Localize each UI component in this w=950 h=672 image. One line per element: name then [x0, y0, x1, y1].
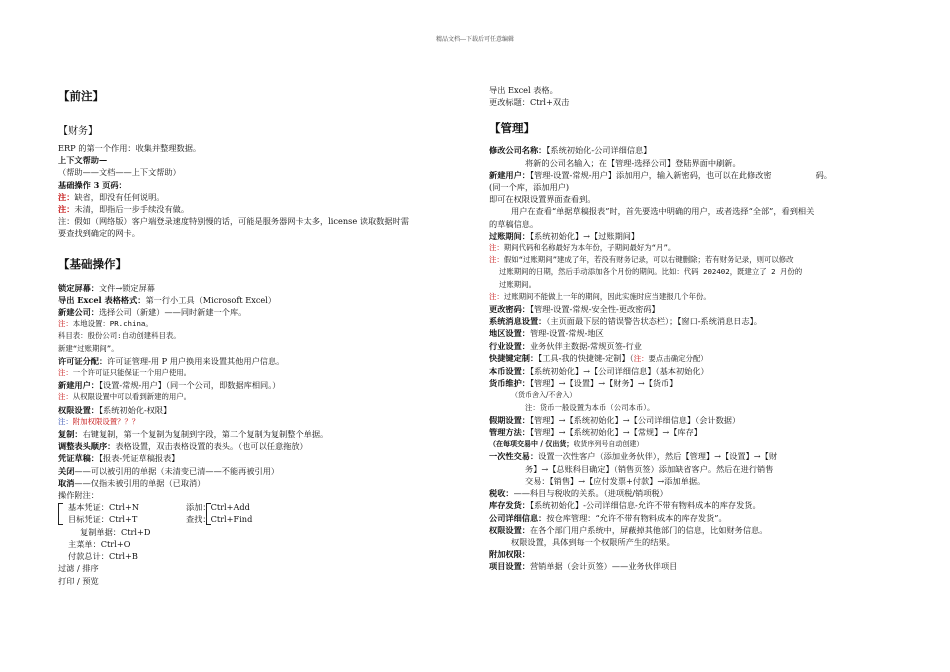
draft-report-line2: 的草稿信息。 — [489, 218, 539, 229]
one-time-transaction-line3: 交易：【销售】→【应付发票+付款】→添加单据。 — [525, 475, 706, 486]
modify-company-detail: 将新的公司名输入；在【管理-选择公司】登陆界面中刷新。 — [525, 157, 741, 168]
posting-period: 过账期间：【系统初始化】→【过账期间】 — [489, 230, 640, 241]
industry-settings: 行业设置：业务伙伴主数据-常规页签-行业 — [489, 340, 642, 351]
copy-line: 复制：右键复制，第一个复制为复制到字段，第二个复制为复制整个单据。 — [58, 429, 329, 440]
section-title-basic-ops: 【基础操作】 — [58, 256, 127, 271]
bracket-left — [58, 503, 63, 525]
period-note-3: 注：过账期间不能做上一年的期间，因此实施时应当建报几个年份。 — [489, 291, 711, 301]
shortcut-main-menu: 主菜单：Ctrl+O — [68, 538, 131, 549]
context-help-desc: （帮助——文档——上下文帮助） — [58, 167, 181, 178]
new-company: 新建公司：选择公司（新建）——同时新建一个库。 — [58, 307, 247, 318]
stock-issue: 库存发货：【系统初始化】-公司详细信息-允许不带有物料成本的库存发货。 — [489, 500, 761, 511]
shortcuts-title: 操作附注： — [58, 490, 99, 501]
bracket-right — [206, 503, 211, 525]
permission-settings: 权限设置：【系统初始化-权限】 — [58, 404, 172, 415]
shortcut-row-1: 基本凭证：Ctrl+N 添加：Ctrl+Add — [68, 502, 250, 513]
shortcut-filter-sort: 过滤 / 排序 — [58, 563, 99, 574]
tax-line: 税收：——科目与税收的关系。（进项税/销项税） — [489, 488, 668, 499]
shortcut-customize: 快捷键定制：【工具-我的快捷键-定制】（注：要点击确定分配） — [489, 352, 708, 363]
shortcut-row-2: 目标凭证：Ctrl+T 查找：Ctrl+Find — [68, 514, 253, 525]
section-title-admin: 【管理】 — [489, 121, 535, 136]
one-time-transaction-line1: 一次性交易：设置一次性客户（添加业务伙伴），然后【管理】→【设置】→【财 — [489, 451, 778, 462]
new-user-admin: 新建用户：【管理-设置-常规-用户】添加用户，输入新密码，也可以在此修改密 码。 — [489, 169, 832, 180]
left-column — [58, 82, 468, 587]
shortcut-block — [58, 501, 468, 586]
license-note: 注：一个许可证只能保证一个用户使用。 — [58, 368, 192, 378]
management-method-sub: （在每项交易中 / 仅出货；收货序列号自动创建） — [489, 439, 644, 449]
local-setting-note: 注：本地设置：PR.china。 — [58, 319, 153, 329]
region-settings: 地区设置：管理-设置-常规-地区 — [489, 328, 604, 339]
rename-title: 更改标题：Ctrl+双击 — [489, 97, 570, 108]
shortcut-print-preview: 打印 / 预览 — [58, 575, 99, 586]
draft-report-line1: 用户在查看“单据草稿报表”时，首先要选中明确的用户，或者选择“全部”，看到相关 — [511, 206, 815, 217]
new-user: 新建用户：【设置-常规-用户】（同一个公司，即数据库相同。） — [58, 380, 281, 391]
period-note-2-line1: 注：假如“过账期间”建成了年，若没有财务记录，可以右键删除；若有财务记录，则可以修改 — [489, 255, 794, 265]
local-currency-settings: 本币设置：【系统初始化】→【公司详细信息】（基本初始化） — [489, 366, 709, 377]
export-excel: 导出 Excel 表格。 — [489, 85, 558, 95]
cancel-line: 取消——仅指未被引用的单据（已取消） — [58, 477, 206, 488]
period-note-2-line3: 过账期间。 — [499, 279, 536, 289]
currency-note: 注：货币一般设置为本币（公司本币）。 — [525, 402, 655, 412]
shortcut-copy-doc: 复制单据：Ctrl+D — [80, 526, 151, 537]
lock-screen: 锁定屏幕：文件→锁定屏幕 — [58, 282, 155, 293]
change-password: 更改密码：【管理-设置-常规-安全性-更改密码】 — [489, 304, 660, 315]
basic-ops-pages: 基础操作 3 页码： — [58, 179, 127, 190]
section-title-finance: 【财务】 — [58, 126, 98, 137]
shortcut-pay-total: 付款总计：Ctrl+B — [68, 551, 138, 562]
note-network-line2: 要查找到确定的网卡。 — [58, 228, 140, 239]
same-library: (同一个库，添加用户) — [489, 182, 570, 193]
adjust-header-order: 调整表头顺序：表格设置，双击表格设置的表头。（也可以任意拖放） — [58, 441, 308, 452]
permission-note: 注：附加权限设置？？？ — [58, 416, 140, 426]
note-network-line1: 注：假如（网络版）客户端登录速度特别慢的话，可能是服务器网卡太多，license 读取数据时需 — [58, 216, 409, 227]
export-excel-format: 导出 Excel 表格格式：第一行小工具（Microsoft Excel） — [58, 294, 277, 305]
right-column — [489, 84, 909, 573]
management-method: 管理方法：【管理】→【系统初始化】→【常规】→【库存】 — [489, 427, 702, 438]
license-allocation: 许可证分配：许可证管理-用 P 用户换用来设置其他用户信息。 — [58, 355, 285, 366]
context-help-line: 上下文帮助— — [58, 155, 108, 166]
permission-view: 即可在权限设置界面查看到。 — [489, 194, 596, 205]
period-note-2-line2: 过账期间的日期，然后手动添加各个月份的期间。比如：代码 202402，既建立了 2 月份的 — [499, 267, 803, 277]
note-open: 注：未清，即指后一步手续没有做。 — [58, 204, 190, 215]
new-user-note: 注：从权限设置中可以看到新建的用户。 — [58, 392, 192, 402]
modify-company-name: 修改公司名称：【系统初始化-公司详细信息】 — [489, 145, 652, 156]
currency-maintenance: 货币维护：【管理】→【设置】→【财务】→【货币】 — [489, 378, 678, 389]
system-message-settings: 系统消息设置：（主页面最下层的错误警告状态栏）；【窗口-系统消息日志】。 — [489, 316, 762, 327]
project-settings: 项目设置：营销单据（会计页签）——业务伙伴项目 — [489, 561, 678, 572]
page-header: 精品文档---下载后可任意编辑 — [435, 36, 515, 43]
note-default: 注：缺省，即没有任何说明。 — [58, 191, 165, 202]
period-note-1: 注：期间代码和名称最好为本年份，子期间最好为“月”。 — [489, 243, 676, 253]
close-line: 关闭——可以被引用的单据（未清变已清——不能再被引用） — [58, 465, 280, 476]
company-details: 公司详细信息：按仓库管理：“允许不带有物料成本的库存发货”。 — [489, 512, 727, 523]
new-period: 新建“过账期间”。 — [58, 343, 119, 353]
additional-permissions: 附加权限： — [489, 549, 530, 560]
section-title-foreword: 【前注】 — [58, 89, 104, 103]
permission-settings-admin: 权限设置：在各个部门用户系统中，屏蔽掉其他部门的信息，比如财务信息。 — [489, 524, 768, 535]
one-time-transaction-line2: 务】→【总账科目确定】（销售页签）添加缺省客户。然后在进行销售 — [525, 463, 774, 474]
currency-rounding: （货币舍入/不舍入） — [511, 391, 577, 400]
subject-table: 科目表：殷份公司:自动创建科目表。 — [58, 331, 181, 341]
erp-line: ERP 的第一个作用：收集并整理数据。 — [58, 143, 202, 153]
voucher-draft: 凭证草稿：【报表-凭证草稿报表】 — [58, 453, 180, 464]
holiday-settings: 假期设置：【管理】→【系统初始化】→【公司详细信息】（会计数据） — [489, 414, 741, 425]
permission-settings-detail: 权限设置，具体到每一个权限所产生的结果。 — [511, 536, 675, 547]
